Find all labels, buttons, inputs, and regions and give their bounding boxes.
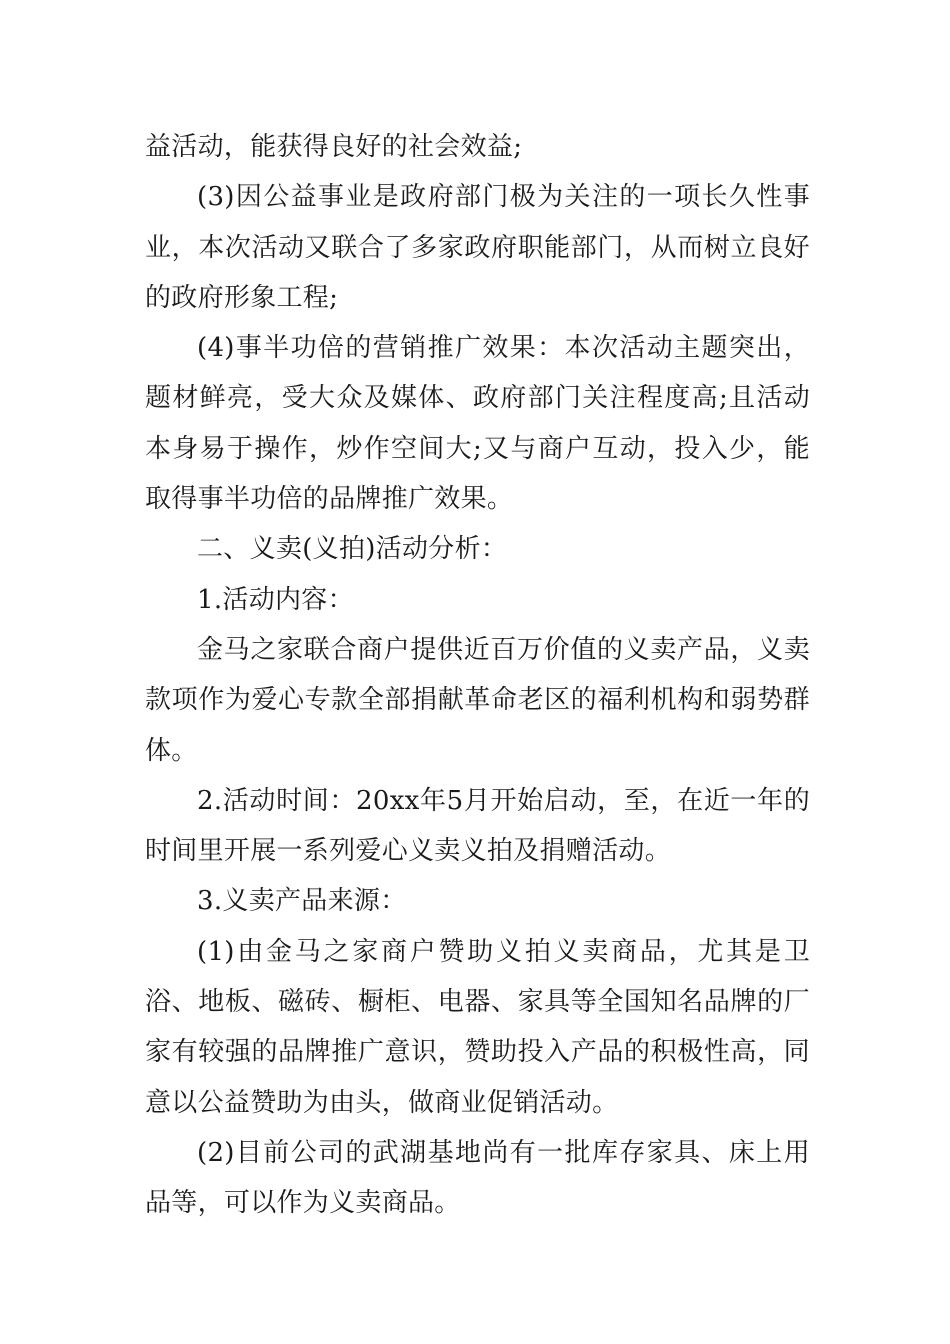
item-heading-product-source: 3.义卖产品来源： <box>197 886 407 917</box>
paragraph-product-source-1: (1)由金马之家商户赞助义拍义卖商品，尤其是卫浴、地板、磁砖、橱柜、电器、家具等全国知名品牌的厂家有较强的品牌推广意识，赞助投入产品的积极性高，同意以公益赞助为由头，做商业促销活动。 <box>145 936 810 1118</box>
document-body <box>145 122 810 1229</box>
paragraph-activity-time: 2.活动时间：20xx年5月开始启动，至，在近一年的时间里开展一系列爱心义卖义拍及捐赠活动。 <box>145 785 810 867</box>
section-heading-2: 二、义卖(义拍)活动分析： <box>197 534 508 565</box>
paragraph-activity-content: 金马之家联合商户提供近百万价值的义卖产品，义卖款项作为爱心专款全部捐献革命老区的福利机构和弱势群体。 <box>145 634 810 766</box>
paragraph-product-source-2: (2)目前公司的武湖基地尚有一批库存家具、床上用品等，可以作为义卖商品。 <box>145 1137 810 1219</box>
paragraph-3: (4)事半功倍的营销推广效果：本次活动主题突出，题材鲜亮，受大众及媒体、政府部门关注程度高;且活动本身易于操作，炒作空间大;又与商户互动，投入少，能取得事半功倍的品牌推广效果。 <box>145 333 810 515</box>
item-heading-activity-content: 1.活动内容： <box>197 584 354 615</box>
paragraph-1: 益活动，能获得良好的社会效益; <box>145 132 523 162</box>
paragraph-2: (3)因公益事业是政府部门极为关注的一项长久性事业，本次活动又联合了多家政府职能部门，从而树立良好的政府形象工程; <box>145 182 810 313</box>
